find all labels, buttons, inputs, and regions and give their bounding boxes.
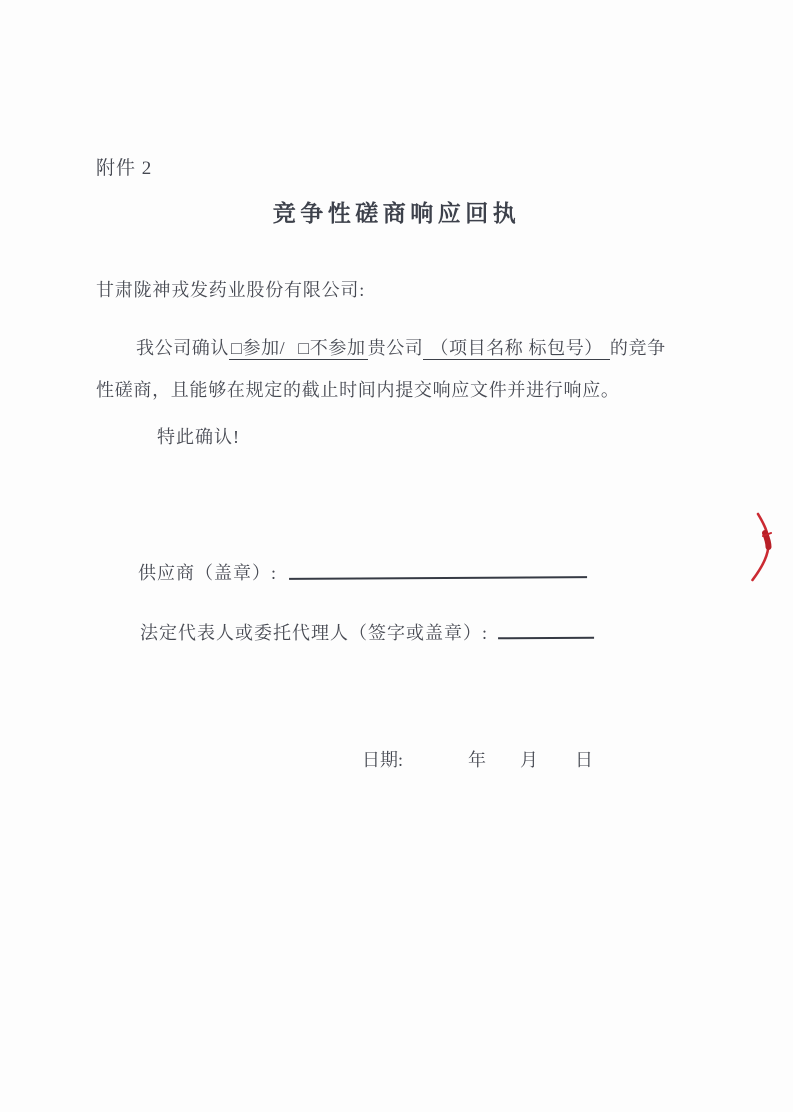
supplier-signature-row bbox=[138, 558, 587, 585]
participate-label: 参加/ bbox=[242, 338, 286, 358]
date-label: 日期: bbox=[362, 750, 404, 770]
project-name-blank: （项目名称 标包号） bbox=[423, 338, 610, 360]
red-ink-mark bbox=[735, 500, 781, 592]
supplier-signature-line bbox=[289, 557, 587, 580]
participate-checkbox: □ bbox=[231, 338, 243, 358]
company-ref-text: 贵公司 bbox=[367, 338, 424, 358]
legal-rep-signature-line bbox=[498, 618, 594, 640]
not-participate-label: 不参加 bbox=[309, 338, 366, 358]
line1-suffix-text: 的竞争 bbox=[609, 338, 666, 358]
participation-options-blank bbox=[229, 338, 368, 360]
not-participate-checkbox: □ bbox=[298, 338, 310, 358]
confirmation-sentence-line2: 性磋商，且能够在规定的截止时间内提交响应文件并进行响应。 bbox=[96, 380, 620, 400]
document-title: 竞争性磋商响应回执 bbox=[272, 201, 521, 226]
hereby-confirmed-text: 特此确认! bbox=[157, 427, 240, 447]
date-month-label: 月 bbox=[520, 750, 538, 770]
confirmation-sentence-line1 bbox=[136, 334, 666, 360]
confirm-prefix-text: 我公司确认 bbox=[136, 338, 229, 358]
supplier-seal-label: 供应商（盖章）: bbox=[138, 563, 278, 583]
date-line bbox=[0, 746, 793, 772]
date-day-label: 日 bbox=[575, 750, 593, 770]
legal-rep-signature-row bbox=[140, 618, 594, 645]
date-year-label: 年 bbox=[468, 750, 486, 770]
addressee-line: 甘肃陇神戎发药业股份有限公司: bbox=[96, 280, 365, 300]
attachment-label: 附件 2 bbox=[96, 158, 153, 179]
legal-rep-label: 法定代表人或委托代理人（签字或盖章）: bbox=[140, 623, 488, 643]
